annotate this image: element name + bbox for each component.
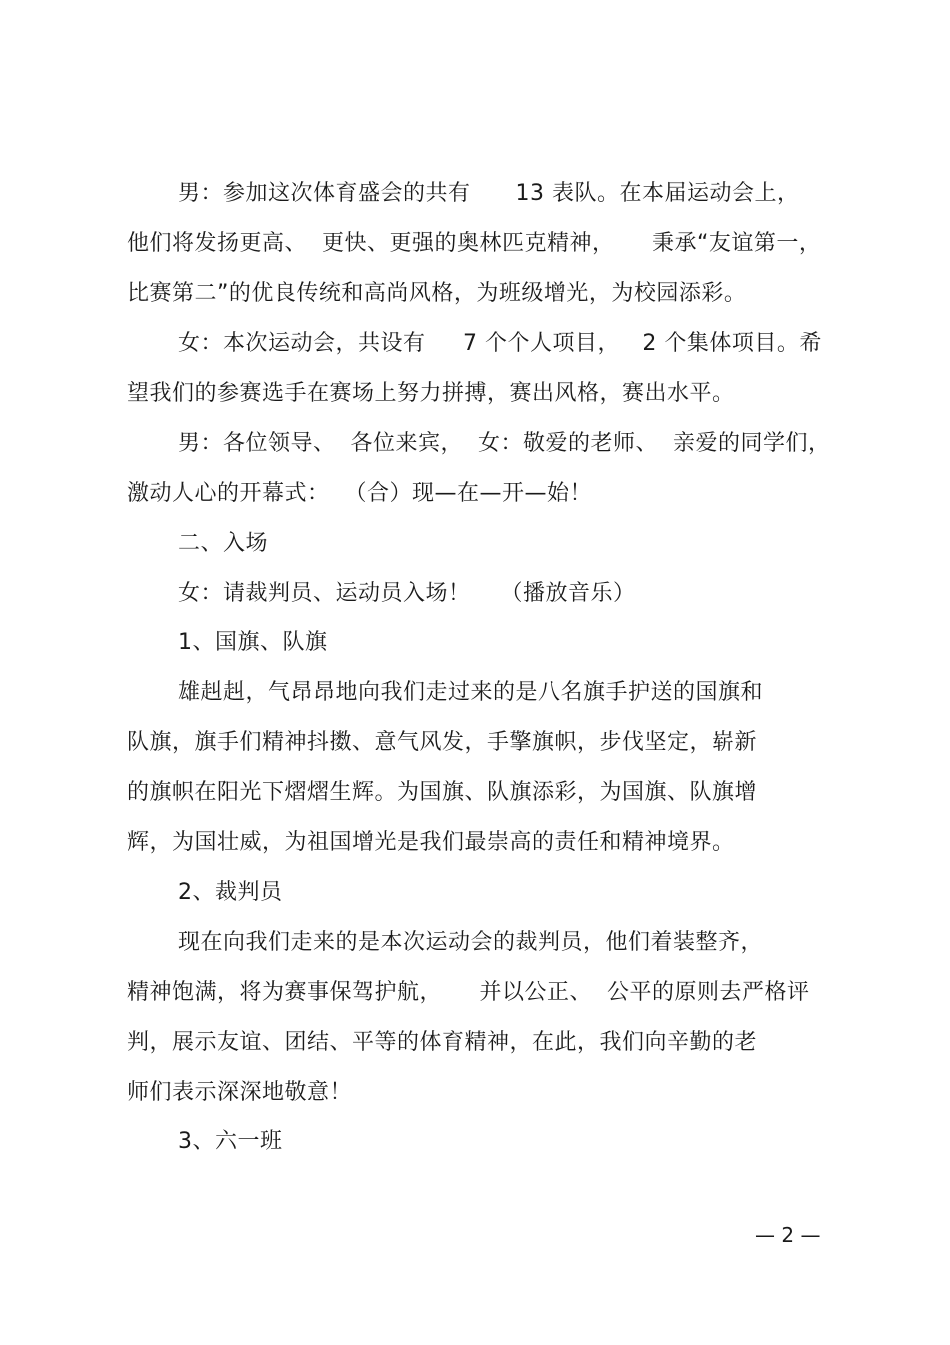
paragraph-line: 女：请裁判员、运动员入场！ （播放音乐） bbox=[178, 581, 636, 606]
paragraph-line: 雄赳赳，气昂昂地向我们走过来的是八名旗手护送的国旗和 bbox=[178, 680, 764, 705]
subsection-heading: 2、裁判员 bbox=[178, 880, 283, 905]
paragraph-line: 比赛第二”的优良传统和高尚风格，为班级增光，为校园添彩。 bbox=[127, 281, 747, 306]
subsection-heading: 1、国旗、队旗 bbox=[178, 630, 328, 655]
page-number: — 2 — bbox=[755, 1223, 821, 1247]
paragraph-line: 他们将发扬更高、 更快、更强的奥林匹克精神， 秉承“友谊第一， bbox=[127, 231, 822, 256]
paragraph-line: 的旗帜在阳光下熠熠生辉。为国旗、队旗添彩，为国旗、队旗增 bbox=[127, 780, 758, 805]
paragraph-line: 判，展示友谊、团结、平等的体育精神，在此，我们向辛勤的老 bbox=[127, 1030, 758, 1055]
paragraph-line: 望我们的参赛选手在赛场上努力拼搏，赛出风格，赛出水平。 bbox=[127, 381, 735, 406]
paragraph-line: 现在向我们走来的是本次运动会的裁判员，他们着装整齐， bbox=[178, 930, 764, 955]
paragraph-line: 师们表示深深地敬意！ bbox=[127, 1080, 353, 1105]
paragraph-line: 女：本次运动会，共设有 7 个个人项目， 2 个集体项目。希 bbox=[178, 331, 822, 356]
paragraph-line: 男：参加这次体育盛会的共有 13 表队。在本届运动会上， bbox=[178, 181, 800, 206]
paragraph-line: 男：各位领导、 各位来宾， 女：敬爱的老师、 亲爱的同学们， bbox=[178, 431, 831, 456]
paragraph-line: 精神饱满，将为赛事保驾护航， 并以公正、 公平的原则去严格评 bbox=[127, 980, 810, 1005]
section-heading: 二、入场 bbox=[178, 531, 269, 556]
subsection-heading: 3、六一班 bbox=[178, 1129, 283, 1154]
paragraph-line: 激动人心的开幕式： （合）现—在—开—始！ bbox=[127, 481, 592, 506]
paragraph-line: 队旗，旗手们精神抖擞、意气风发，手擎旗帜，步伐坚定，崭新 bbox=[127, 730, 758, 755]
paragraph-line: 辉，为国壮威，为祖国增光是我们最崇高的责任和精神境界。 bbox=[127, 830, 735, 855]
